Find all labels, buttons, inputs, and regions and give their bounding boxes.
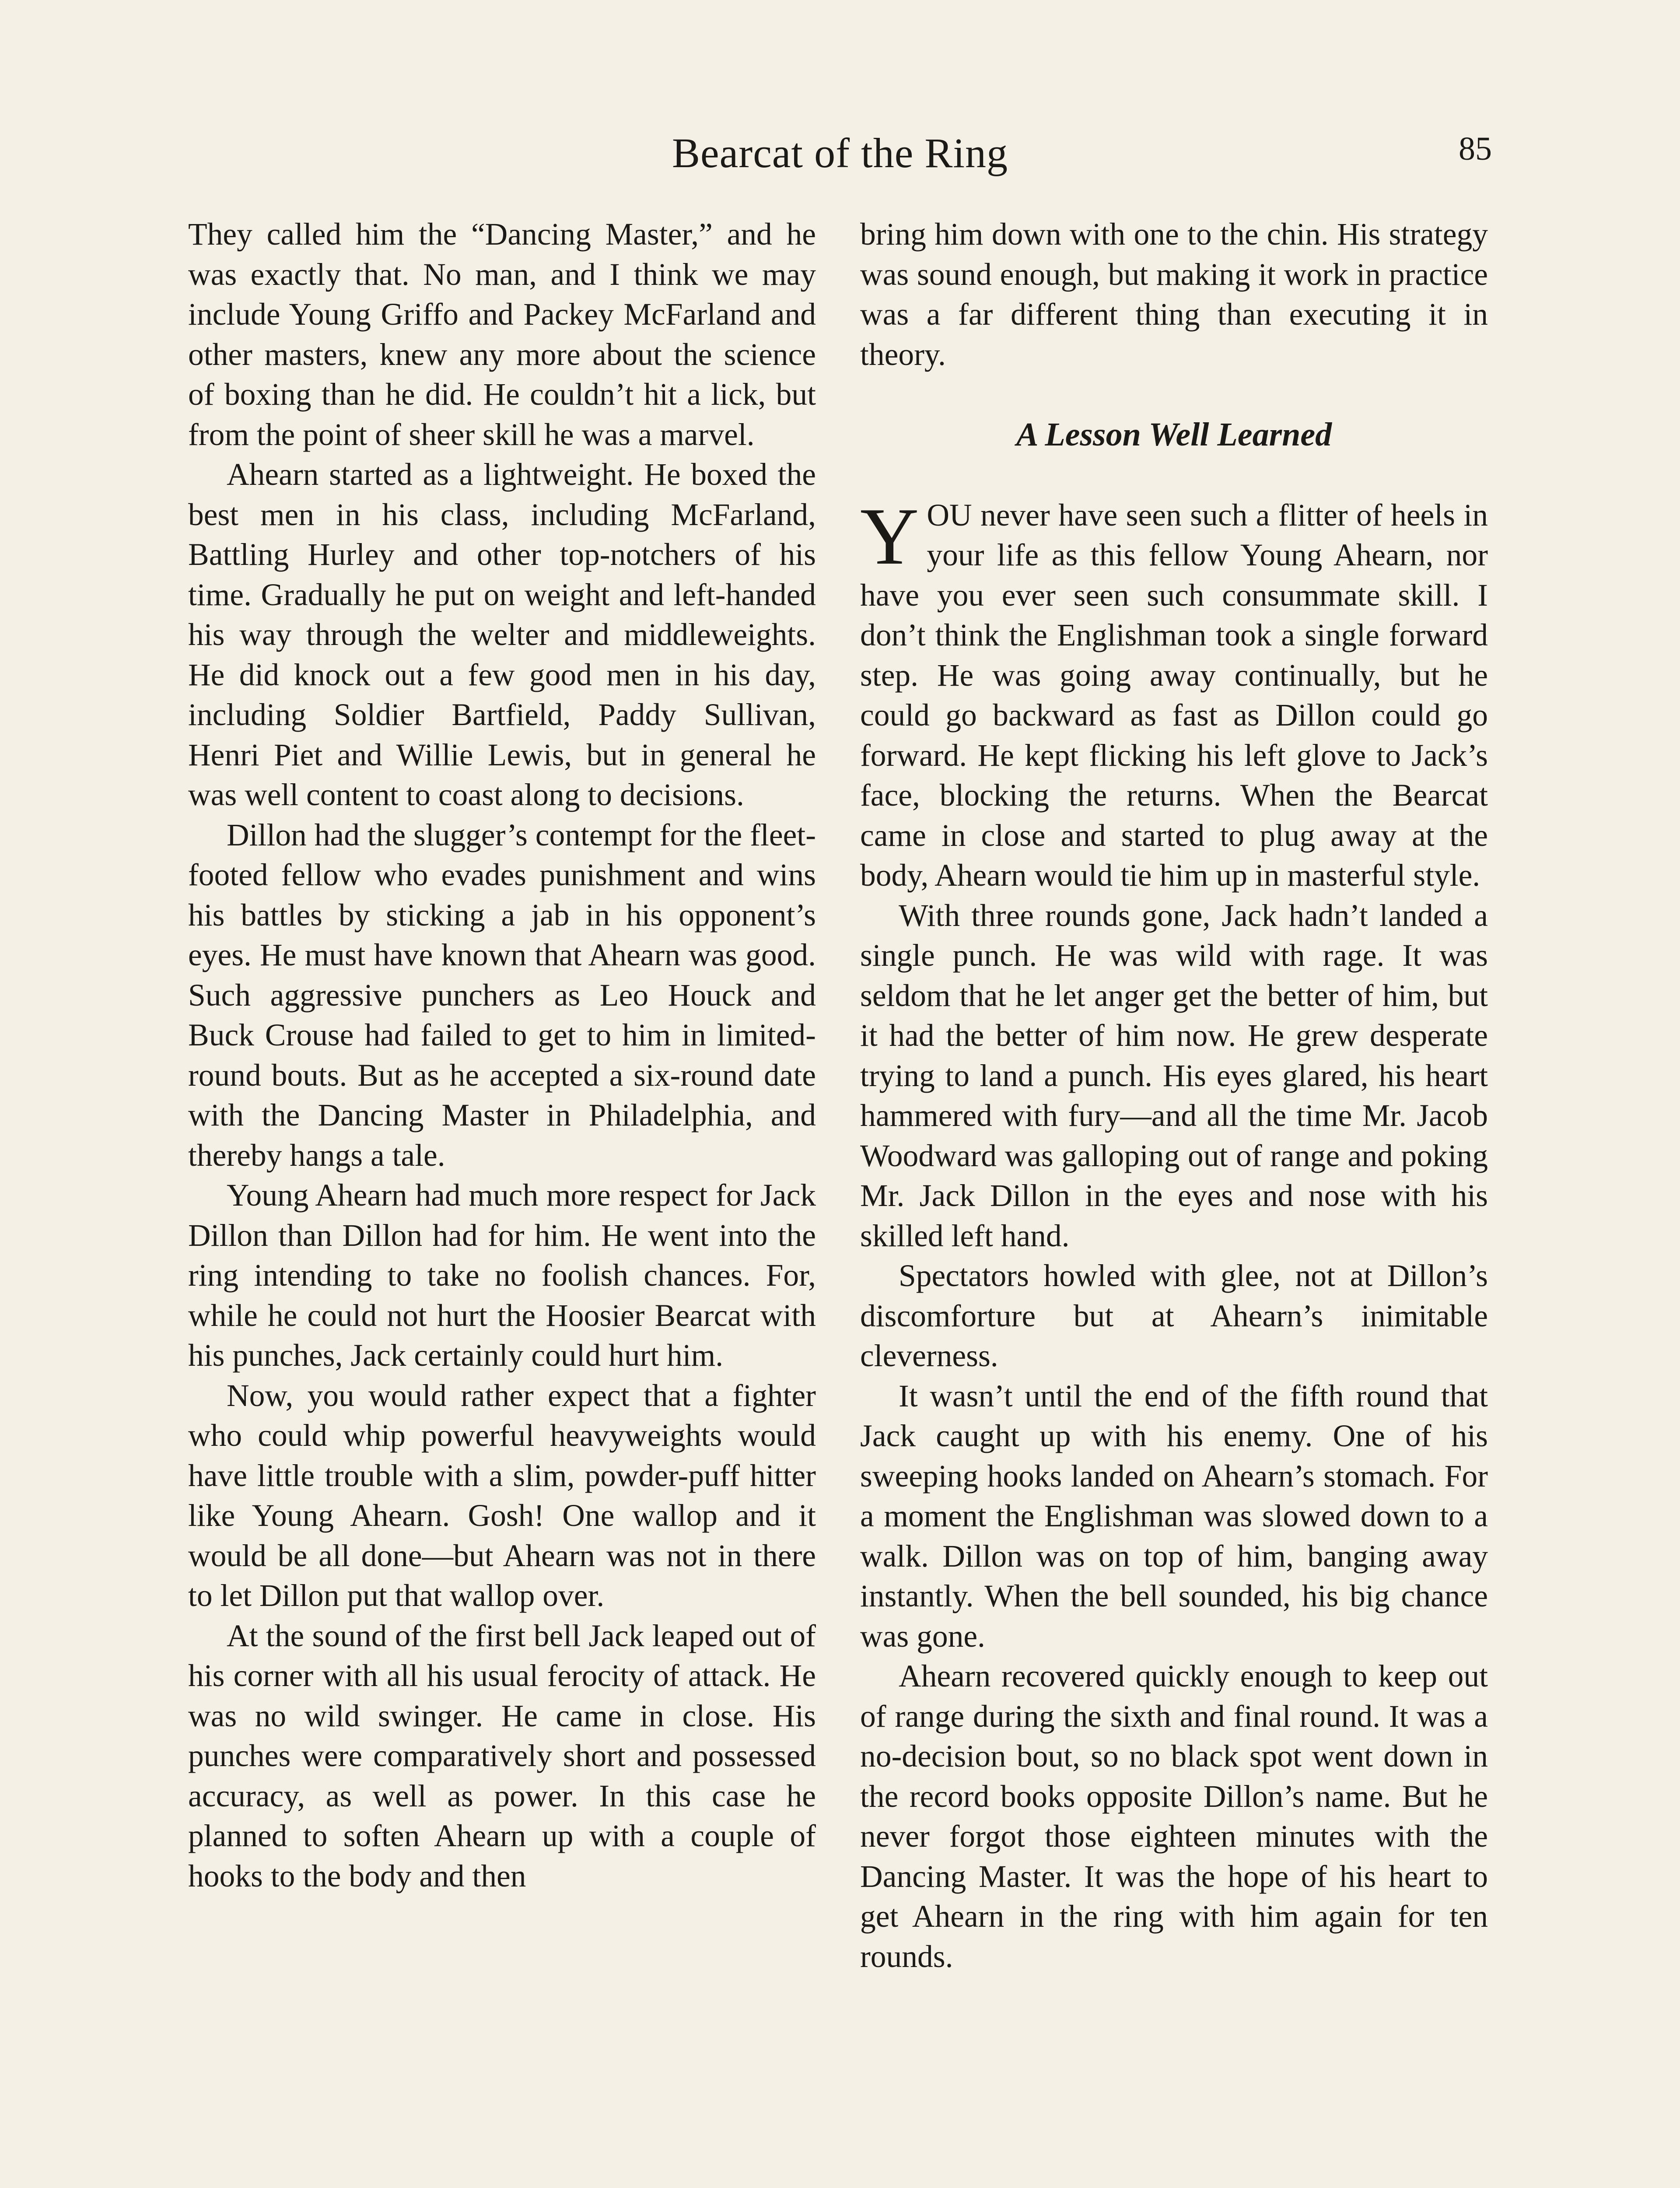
page-header — [0, 123, 1680, 184]
running-title: Bearcat of the Ring — [672, 130, 1008, 176]
body-paragraph: Ahearn recovered quickly enough to keep out of range during the sixth and final round. It was a no-decision bout, so no black spot went down in the record books opposite Dillon’s name. But he never forgot those eighteen minutes with the Dancing Master. It was the hope of his heart to get Ahearn in the ring with him again for ten rounds. — [860, 1659, 1488, 1974]
dropcap-paragraph-text: OU never have seen such a flitter of heels in your life as this fellow Young Ahearn, nor have you ever seen such consummate skill. I don’t think the Englishman took a single forward step. He was going away continually, but he could go backward as fast as Dillon could go forward. He kept flicking his left glove to Jack’s face, blocking the returns. When the Bearcat came in close and started to plug away at the body, Ahearn would tie him up in masterful style. — [860, 498, 1488, 893]
drop-cap-letter: Y — [860, 491, 919, 582]
body-paragraph: At the sound of the first bell Jack leaped out of his corner with all his usual ferocity of attack. He was no wild swinger. He came in close. His punches were comparatively short and possessed accuracy, as well as power. In this case he planned to soften Ahearn up with a couple of hooks to the body and then — [188, 1618, 816, 1893]
body-paragraph: Now, you would rather expect that a fighter who could whip powerful heavyweights would have little trouble with a slim, powder-puff hitter like Young Ahearn. Gosh! One wallop and it would be all done—but Ahearn was not in there to let Dillon put that wallop over. — [188, 1378, 816, 1613]
body-paragraph: bring him down with one to the chin. His strategy was sound enough, but making it work in practice was a far different thing than executing it in theory. — [860, 217, 1488, 372]
body-paragraph: Ahearn started as a lightweight. He boxed the best men in his class, including McFarland, Battling Hurley and other top-notchers of his time. Gradually he put on weight and left-handed his way through the welter and middleweights. He did knock out a few good men in his day, including Soldier Bartfield, Paddy Sullivan, Henri Piet and Willie Lewis, but in general he was well content to coast along to decisions. — [188, 457, 816, 812]
body-paragraph: It wasn’t until the end of the fifth round that Jack caught up with his enemy. One of his sweeping hooks landed on Ahearn’s stomach. For a moment the Englishman was slowed down to a walk. Dillon was on top of him, banging away instantly. When the bell sounded, his big chance was gone. — [860, 1378, 1488, 1654]
page-number: 85 — [1459, 130, 1492, 167]
left-column — [188, 214, 816, 1896]
body-paragraph: Spectators howled with glee, not at Dillon’s discomforture but at Ahearn’s inimitable cleverness. — [860, 1259, 1488, 1373]
body-paragraph: Dillon had the slugger’s contempt for the fleet-footed fellow who evades punishment and wins his battles by sticking a jab in his opponent’s eyes. He must have known that Ahearn was good. Such aggressive punchers as Leo Houck and Buck Crouse had failed to get to him in limited-round bouts. But as he accepted a six-round date with the Dancing Master in Philadelphia, and thereby hangs a tale. — [188, 817, 816, 1173]
body-paragraph: They called him the “Dancing Master,” and he was exactly that. No man, and I think we may include Young Griffo and Packey McFarland and other masters, knew any more about the science of boxing than he did. He couldn’t hit a lick, but from the point of sheer skill he was a marvel. — [188, 217, 816, 452]
section-subheading: A Lesson Well Learned — [1016, 416, 1332, 453]
right-column — [860, 214, 1488, 1977]
dropcap-paragraph — [860, 491, 1488, 896]
body-paragraph: With three rounds gone, Jack hadn’t landed a single punch. He was wild with rage. It was seldom that he let anger get the better of him, but it had the better of him now. He grew desperate trying to land a punch. His eyes glared, his heart hammered with fury—and all the time Mr. Jacob Woodward was galloping out of range and poking Mr. Jack Dillon in the eyes and nose with his skilled left hand. — [860, 898, 1488, 1253]
body-paragraph: Young Ahearn had much more respect for Jack Dillon than Dillon had for him. He went into the ring intending to take no foolish chances. For, while he could not hurt the Hoosier Bearcat with his punches, Jack certainly could hurt him. — [188, 1178, 816, 1373]
